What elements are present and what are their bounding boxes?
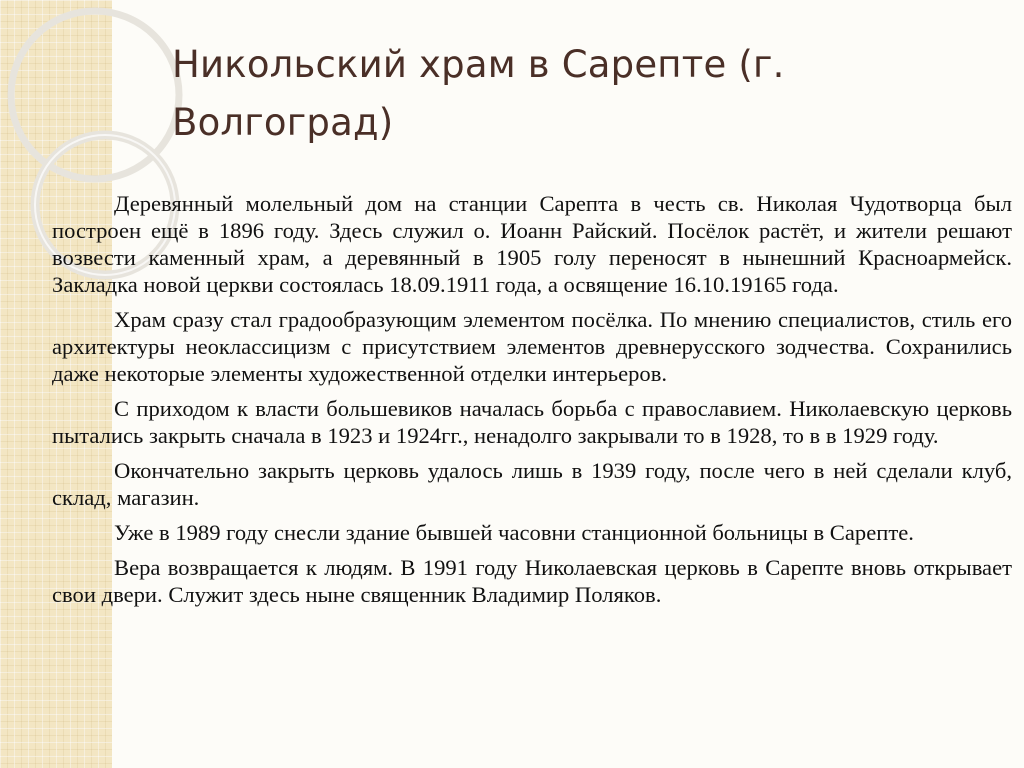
paragraph-2: Храм сразу стал градообразующим элементом посёлка. По мнению специалистов, стиль его архитектуры неоклассицизм с присутствием элементов древнерусского зодчества. Сохранились даже некоторые элементы художественной отделки интерьеров. — [52, 307, 1012, 386]
paragraph-5: Уже в 1989 году снесли здание бывшей часовни станционной больницы в Сарепте. — [114, 520, 914, 545]
slide-title: Никольский храм в Сарепте (г. Волгоград) — [172, 43, 785, 144]
paragraph-3: С приходом к власти большевиков началась борьба с православием. Николаевскую церковь пытались закрыть сначала в 1923 и 1924гг., ненадолго закрывали то в 1928, то в в 1929 году. — [52, 396, 1012, 448]
paragraph-6: Вера возвращается к людям. В 1991 году Николаевская церковь в Сарепте вновь открывает свои двери. Служит здесь ныне священник Владимир Поляков. — [52, 555, 1012, 607]
slide-body — [52, 190, 1012, 616]
paragraph-4: Окончательно закрыть церковь удалось лишь в 1939 году, после чего в ней сделали клуб, склад, магазин. — [52, 458, 1012, 510]
paragraph-1: Деревянный молельный дом на станции Сарепта в честь св. Николая Чудотворца был построен ещё в 1896 году. Здесь служил о. Иоанн Райский. Посёлок растёт, и жители решают возвести каменный храм, а деревянный в 1905 голу переносят в нынешний Красноармейск. Закладка новой церкви состоялась 18.09.1911 года, а освящение 16.10.19165 года. — [52, 191, 1012, 297]
